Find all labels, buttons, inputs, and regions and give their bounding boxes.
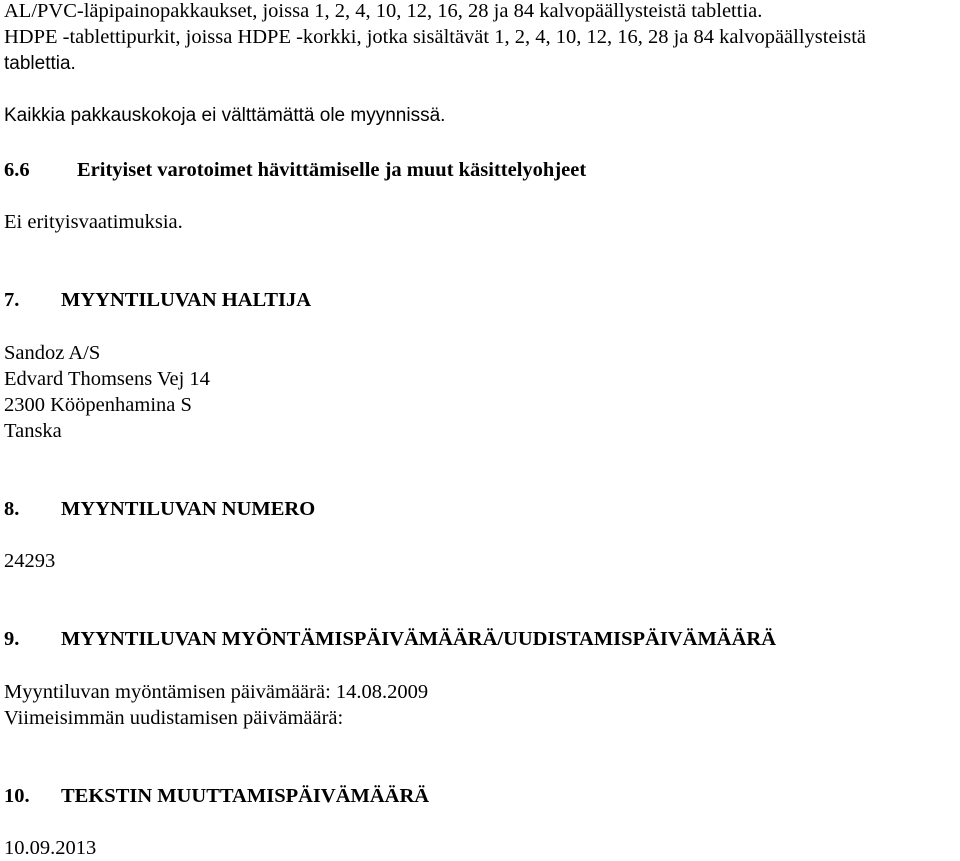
section-7-heading — [4, 287, 311, 313]
first-authorisation-date: Myyntiluvan myöntämisen päivämäärä: 14.08.2009 — [4, 681, 429, 703]
text-revision-date: 10.09.2013 — [4, 837, 97, 859]
section-10-heading — [4, 783, 429, 809]
latest-renewal-date: Viimeisimmän uudistamisen päivämäärä: — [4, 707, 344, 729]
holder-street: Edvard Thomsens Vej 14 — [4, 368, 210, 390]
packaging-availability-note: Kaikkia pakkauskokoja ei välttämättä ole myynnissä. — [4, 105, 446, 126]
section-8-heading — [4, 496, 315, 522]
holder-city: 2300 Kööpenhamina S — [4, 394, 192, 416]
section-9-heading — [4, 626, 776, 652]
section-number: 10. — [4, 785, 30, 807]
packaging-line-2: HDPE -tablettipurkit, joissa HDPE -korkki, jotka sisältävät 1, 2, 4, 10, 12, 16, 28 ja 84 kalvopäällysteistä — [4, 26, 867, 48]
section-number: 9. — [4, 628, 20, 650]
holder-country: Tanska — [4, 420, 62, 442]
section-6-6-heading — [4, 157, 586, 183]
packaging-line-3: tablettia. — [4, 53, 76, 74]
section-6-6-text: Ei erityisvaatimuksia. — [4, 211, 183, 233]
holder-name: Sandoz A/S — [4, 342, 101, 364]
section-title: MYYNTILUVAN MYÖNTÄMISPÄIVÄMÄÄRÄ/UUDISTAMISPÄIVÄMÄÄRÄ — [61, 628, 777, 650]
section-title: MYYNTILUVAN NUMERO — [61, 498, 316, 520]
authorisation-number: 24293 — [4, 550, 56, 572]
section-title: Erityiset varotoimet hävittämiselle ja muut käsittelyohjeet — [77, 159, 587, 181]
section-title: TEKSTIN MUUTTAMISPÄIVÄMÄÄRÄ — [61, 785, 430, 807]
section-number: 7. — [4, 289, 20, 311]
packaging-line-1: AL/PVC-läpipainopakkaukset, joissa 1, 2, 4, 10, 12, 16, 28 ja 84 kalvopäällysteistä tablettia. — [4, 0, 763, 22]
section-title: MYYNTILUVAN HALTIJA — [61, 289, 312, 311]
section-number: 8. — [4, 498, 20, 520]
section-number: 6.6 — [4, 159, 30, 181]
